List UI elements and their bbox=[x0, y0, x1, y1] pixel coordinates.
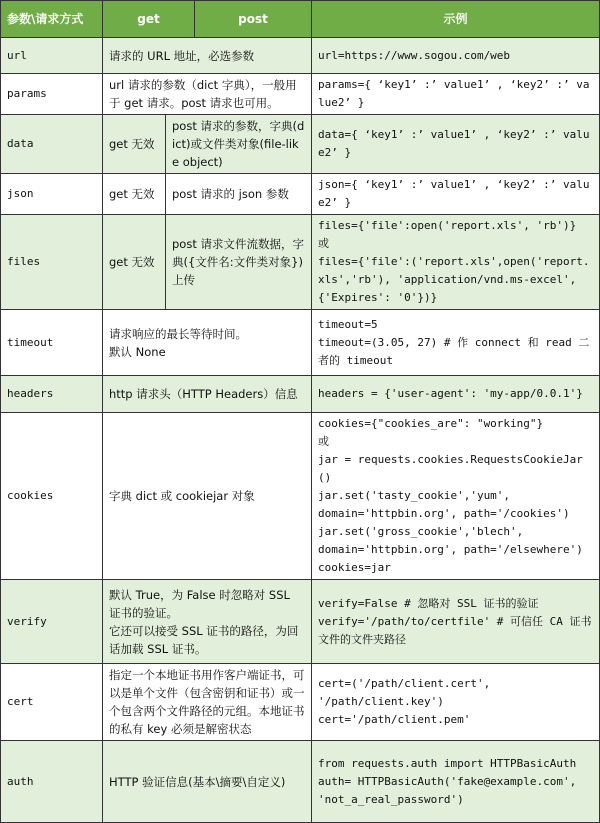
example-line: files={'file':('report.xls',open('report.xls','rb'), 'application/vnd.ms-excel', {'Expires': '0'})} bbox=[318, 255, 590, 304]
example-line: cookies={"cookies_are": "working"} bbox=[318, 417, 544, 430]
param-name: cookies bbox=[1, 413, 103, 580]
param-name: data bbox=[1, 115, 103, 174]
example-line: domain='httpbin.org', path='/elsewhere') bbox=[318, 543, 583, 556]
table-row bbox=[1, 74, 600, 115]
example-line: params={ ‘key1’ :’ value1’ , ‘key2’ :’ value2’ } bbox=[318, 78, 590, 109]
param-name: params bbox=[1, 74, 103, 115]
example-cell bbox=[312, 664, 600, 741]
example-line: jar = requests.cookies.RequestsCookieJar() bbox=[318, 453, 583, 484]
description-line: 请求响应的最长等待时间。 bbox=[109, 326, 247, 341]
example-line: url=https://www.sogou.com/web bbox=[318, 48, 511, 62]
post-cell: post 请求文件流数据，字典({文件名:文件类对象})上传 bbox=[166, 215, 312, 310]
description-line: 它还可以接受 SSL 证书的路径，为回话加载 SSL 证书。 bbox=[109, 623, 299, 656]
example-cell bbox=[312, 115, 600, 174]
example-line: '/path/client.key') bbox=[318, 695, 444, 708]
example-line: timeout=(3.05, 27) # 作 connect 和 read 二者的 timeout bbox=[318, 335, 590, 367]
param-name: headers bbox=[1, 376, 103, 413]
header-row bbox=[1, 1, 600, 38]
example-line: verify='/path/to/certfile' # 可信任 CA 证书文件的文件夹路径 bbox=[318, 614, 592, 646]
table-row bbox=[1, 413, 600, 580]
description-line: 默认 None bbox=[109, 344, 166, 359]
example-line: cert=('/path/client.cert', bbox=[318, 677, 491, 690]
table-row bbox=[1, 174, 600, 215]
example-line: jar.set('gross_cookie','blech', bbox=[318, 525, 524, 538]
get-cell: get 无效 bbox=[103, 215, 166, 310]
table-row bbox=[1, 38, 600, 74]
example-line: files={'file':open('report.xls', 'rb')} bbox=[318, 219, 577, 232]
example-line: jar.set('tasty_cookie','yum', bbox=[318, 489, 511, 502]
table-row bbox=[1, 310, 600, 376]
header-example: 示例 bbox=[312, 1, 600, 38]
description-cell: 字典 dict 或 cookiejar 对象 bbox=[103, 413, 312, 580]
description-line: 默认 True，为 False 时忽略对 SSL 证书的验证。 bbox=[109, 587, 290, 620]
param-name: timeout bbox=[1, 310, 103, 376]
example-line: timeout=5 bbox=[318, 317, 378, 331]
post-cell: post 请求的参数，字典(dict)或文件类对象(file-like object) bbox=[166, 115, 312, 174]
example-line: 或 bbox=[318, 237, 329, 250]
param-name: files bbox=[1, 215, 103, 310]
param-name: verify bbox=[1, 580, 103, 664]
example-line: auth= HTTPBasicAuth('fake@example.com', 'not_a_real_password') bbox=[318, 774, 577, 806]
param-name: json bbox=[1, 174, 103, 215]
table-row bbox=[1, 741, 600, 823]
description-cell: HTTP 验证信息(基本\摘要\自定义) bbox=[103, 741, 312, 823]
table-row bbox=[1, 115, 600, 174]
example-line: 或 bbox=[318, 435, 329, 448]
example-cell bbox=[312, 741, 600, 823]
example-line: from requests.auth import HTTPBasicAuth bbox=[318, 756, 577, 770]
example-cell bbox=[312, 376, 600, 413]
example-cell bbox=[312, 38, 600, 74]
example-cell bbox=[312, 310, 600, 376]
example-line: cert='/path/client.pem' bbox=[318, 713, 471, 726]
example-line: json={ ‘key1’ :’ value1’ , ‘key2’ :’ value2’ } bbox=[318, 178, 590, 209]
description-cell: http 请求头（HTTP Headers）信息 bbox=[103, 376, 312, 413]
table-row bbox=[1, 664, 600, 741]
description-cell bbox=[103, 310, 312, 376]
param-name: auth bbox=[1, 741, 103, 823]
example-line: cookies=jar bbox=[318, 561, 391, 574]
get-cell: get 无效 bbox=[103, 174, 166, 215]
get-cell: get 无效 bbox=[103, 115, 166, 174]
table-row bbox=[1, 215, 600, 310]
example-cell bbox=[312, 413, 600, 580]
header-param: 参数\请求方式 bbox=[1, 1, 103, 38]
example-line: verify=False # 忽略对 SSL 证书的验证 bbox=[318, 596, 539, 610]
example-cell bbox=[312, 174, 600, 215]
table-row bbox=[1, 376, 600, 413]
example-cell bbox=[312, 580, 600, 664]
param-name: cert bbox=[1, 664, 103, 741]
example-cell bbox=[312, 74, 600, 115]
param-name: url bbox=[1, 38, 103, 74]
example-cell bbox=[312, 215, 600, 310]
description-cell: 指定一个本地证书用作客户端证书，可以是单个文件（包含密钥和证书）或一个包含两个文件路径的元组。本地证书的私有 key 必须是解密状态 bbox=[103, 664, 312, 741]
example-line: domain='httpbin.org', path='/cookies') bbox=[318, 507, 570, 520]
example-line: data={ ‘key1’ :’ value1’ , ‘key2’ :’ value2’ } bbox=[318, 128, 590, 159]
header-get: get bbox=[103, 1, 195, 38]
example-line: headers = {'user-agent': 'my-app/0.0.1'} bbox=[318, 387, 583, 400]
description-cell: 请求的 URL 地址，必选参数 bbox=[103, 38, 312, 74]
post-cell: post 请求的 json 参数 bbox=[166, 174, 312, 215]
header-post: post bbox=[195, 1, 312, 38]
table-row bbox=[1, 580, 600, 664]
description-cell: url 请求的参数（dict 字典），一般用于 get 请求。post 请求也可用。 bbox=[103, 74, 312, 115]
description-cell bbox=[103, 580, 312, 664]
